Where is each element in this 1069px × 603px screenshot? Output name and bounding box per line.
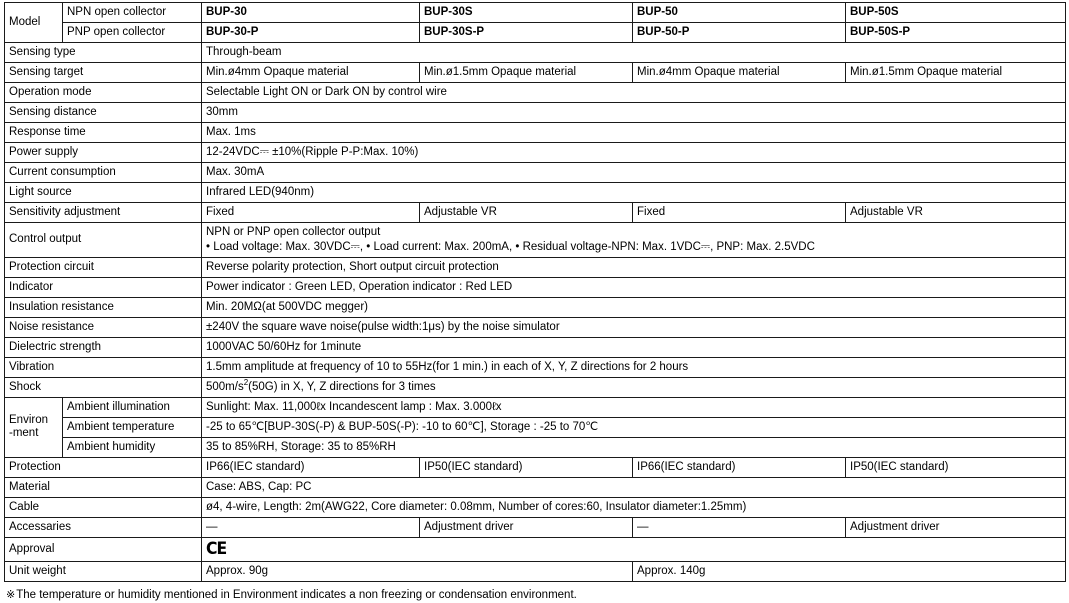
table-row — [5, 457, 1066, 477]
row-sublabel-ambient-illumination: Ambient illumination — [63, 397, 202, 417]
table-row — [5, 297, 1066, 317]
row-sublabel-ambient-temperature: Ambient temperature — [63, 417, 202, 437]
row-label-sensitivity-adjustment: Sensitivity adjustment — [5, 203, 202, 223]
table-row — [5, 83, 1066, 103]
table-row — [5, 562, 1066, 582]
cell-indicator: Power indicator : Green LED, Operation indicator : Red LED — [202, 277, 1066, 297]
cell-protection-4: IP50(IEC standard) — [846, 457, 1066, 477]
row-label-sensing-distance: Sensing distance — [5, 103, 202, 123]
table-row — [5, 517, 1066, 537]
row-label-cable: Cable — [5, 497, 202, 517]
row-label-indicator: Indicator — [5, 277, 202, 297]
cell-ambient-illumination: Sunlight: Max. 11,000ℓx Incandescent lamp : Max. 3.000ℓx — [202, 397, 1066, 417]
table-row — [5, 277, 1066, 297]
cell-model-pnp-2: BUP-30S-P — [420, 23, 633, 43]
table-row — [5, 257, 1066, 277]
row-label-current-consumption: Current consumption — [5, 163, 202, 183]
table-row — [5, 103, 1066, 123]
row-label-sensing-type: Sensing type — [5, 43, 202, 63]
cell-sensing-type: Through-beam — [202, 43, 1066, 63]
cell-approval — [202, 537, 1066, 562]
table-row — [5, 497, 1066, 517]
row-label-material: Material — [5, 477, 202, 497]
cell-sensitivity-1: Fixed — [202, 203, 420, 223]
row-label-vibration: Vibration — [5, 357, 202, 377]
table-row — [5, 417, 1066, 437]
cell-protection-1: IP66(IEC standard) — [202, 457, 420, 477]
cell-power-supply: 12-24VDC⎓ ±10%(Ripple P-P:Max. 10%) — [202, 143, 1066, 163]
shock-value-suffix: (50G) in X, Y, Z directions for 3 times — [248, 380, 436, 393]
cell-model-pnp-1: BUP-30-P — [202, 23, 420, 43]
table-row — [5, 43, 1066, 63]
row-sublabel-pnp: PNP open collector — [63, 23, 202, 43]
shock-value-exponent: 2 — [243, 377, 249, 387]
cell-insulation-resistance: Min. 20MΩ(at 500VDC megger) — [202, 297, 1066, 317]
row-label-response-time: Response time — [5, 123, 202, 143]
cell-accessaries-1: — — [202, 517, 420, 537]
table-row — [5, 397, 1066, 417]
cell-ambient-temperature: -25 to 65℃[BUP-30S(-P) & BUP-50S(-P): -10 to 60℃], Storage : -25 to 70℃ — [202, 417, 1066, 437]
cell-protection-circuit: Reverse polarity protection, Short output circuit protection — [202, 257, 1066, 277]
row-label-protection-circuit: Protection circuit — [5, 257, 202, 277]
cell-ambient-humidity: 35 to 85%RH, Storage: 35 to 85%RH — [202, 437, 1066, 457]
table-row — [5, 317, 1066, 337]
cell-vibration: 1.5mm amplitude at frequency of 10 to 55Hz(for 1 min.) in each of X, Y, Z directions for 2 hours — [202, 357, 1066, 377]
cell-sensitivity-4: Adjustable VR — [846, 203, 1066, 223]
cell-accessaries-4: Adjustment driver — [846, 517, 1066, 537]
table-row — [5, 163, 1066, 183]
control-output-line-2: • Load voltage: Max. 30VDC⎓, • Load current: Max. 200mA, • Residual voltage-NPN: Max. 1VDC⎓, PNP: Max. 2.5VDC — [206, 240, 815, 253]
cell-model-pnp-4: BUP-50S-P — [846, 23, 1066, 43]
cell-model-npn-2: BUP-30S — [420, 3, 633, 23]
cell-sensing-distance: 30mm — [202, 103, 1066, 123]
row-label-control-output: Control output — [5, 223, 202, 258]
cell-protection-2: IP50(IEC standard) — [420, 457, 633, 477]
cell-shock — [202, 377, 1066, 397]
row-label-noise-resistance: Noise resistance — [5, 317, 202, 337]
row-label-light-source: Light source — [5, 183, 202, 203]
cell-sensing-target-4: Min.ø1.5mm Opaque material — [846, 63, 1066, 83]
table-row — [5, 23, 1066, 43]
table-row — [5, 377, 1066, 397]
cell-sensing-target-2: Min.ø1.5mm Opaque material — [420, 63, 633, 83]
table-row — [5, 203, 1066, 223]
environment-label-line-2: -ment — [9, 427, 39, 440]
cell-sensitivity-2: Adjustable VR — [420, 203, 633, 223]
cell-cable: ø4, 4-wire, Length: 2m(AWG22, Core diameter: 0.08mm, Number of cores:60, Insulator diameter:1.25mm) — [202, 497, 1066, 517]
row-label-operation-mode: Operation mode — [5, 83, 202, 103]
table-row — [5, 3, 1066, 23]
cell-model-npn-4: BUP-50S — [846, 3, 1066, 23]
row-label-power-supply: Power supply — [5, 143, 202, 163]
table-row — [5, 477, 1066, 497]
table-row — [5, 143, 1066, 163]
cell-sensitivity-3: Fixed — [633, 203, 846, 223]
table-row — [5, 223, 1066, 258]
table-row — [5, 437, 1066, 457]
cell-sensing-target-3: Min.ø4mm Opaque material — [633, 63, 846, 83]
cell-model-npn-3: BUP-50 — [633, 3, 846, 23]
table-row — [5, 183, 1066, 203]
footnote — [4, 588, 1065, 603]
footnote-text: The temperature or humidity mentioned in Environment indicates a non freezing or condensation environment. — [16, 589, 577, 602]
footnote-mark-icon: ※ — [6, 588, 16, 602]
row-label-sensing-target: Sensing target — [5, 63, 202, 83]
row-label-approval: Approval — [5, 537, 202, 562]
cell-accessaries-3: — — [633, 517, 846, 537]
environment-label-line-1: Environ — [9, 413, 48, 426]
cell-response-time: Max. 1ms — [202, 123, 1066, 143]
cell-model-npn-1: BUP-30 — [202, 3, 420, 23]
shock-value-prefix: 500m/s — [206, 380, 244, 393]
row-label-accessaries: Accessaries — [5, 517, 202, 537]
cell-accessaries-2: Adjustment driver — [420, 517, 633, 537]
row-label-shock: Shock — [5, 377, 202, 397]
row-label-model: Model — [5, 3, 63, 43]
cell-protection-3: IP66(IEC standard) — [633, 457, 846, 477]
cell-control-output — [202, 223, 1066, 258]
cell-sensing-target-1: Min.ø4mm Opaque material — [202, 63, 420, 83]
specifications-table — [4, 2, 1066, 582]
cell-noise-resistance: ±240V the square wave noise(pulse width:1μs) by the noise simulator — [202, 317, 1066, 337]
row-label-environment — [5, 397, 63, 457]
table-row — [5, 357, 1066, 377]
table-row — [5, 123, 1066, 143]
row-label-insulation-resistance: Insulation resistance — [5, 297, 202, 317]
table-row — [5, 337, 1066, 357]
row-sublabel-npn: NPN open collector — [63, 3, 202, 23]
table-body — [5, 3, 1066, 582]
cell-model-pnp-3: BUP-50-P — [633, 23, 846, 43]
row-sublabel-ambient-humidity: Ambient humidity — [63, 437, 202, 457]
cell-current-consumption: Max. 30mA — [202, 163, 1066, 183]
cell-light-source: Infrared LED(940nm) — [202, 183, 1066, 203]
cell-material: Case: ABS, Cap: PC — [202, 477, 1066, 497]
control-output-line-1: NPN or PNP open collector output — [206, 226, 381, 238]
cell-unit-weight-2: Approx. 140g — [633, 562, 1066, 582]
cell-dielectric-strength: 1000VAC 50/60Hz for 1minute — [202, 337, 1066, 357]
cell-operation-mode: Selectable Light ON or Dark ON by control wire — [202, 83, 1066, 103]
ce-mark-icon: CE — [206, 538, 227, 559]
row-label-protection: Protection — [5, 457, 202, 477]
row-label-dielectric-strength: Dielectric strength — [5, 337, 202, 357]
cell-unit-weight-1: Approx. 90g — [202, 562, 633, 582]
table-row — [5, 537, 1066, 562]
table-row — [5, 63, 1066, 83]
row-label-unit-weight: Unit weight — [5, 562, 202, 582]
